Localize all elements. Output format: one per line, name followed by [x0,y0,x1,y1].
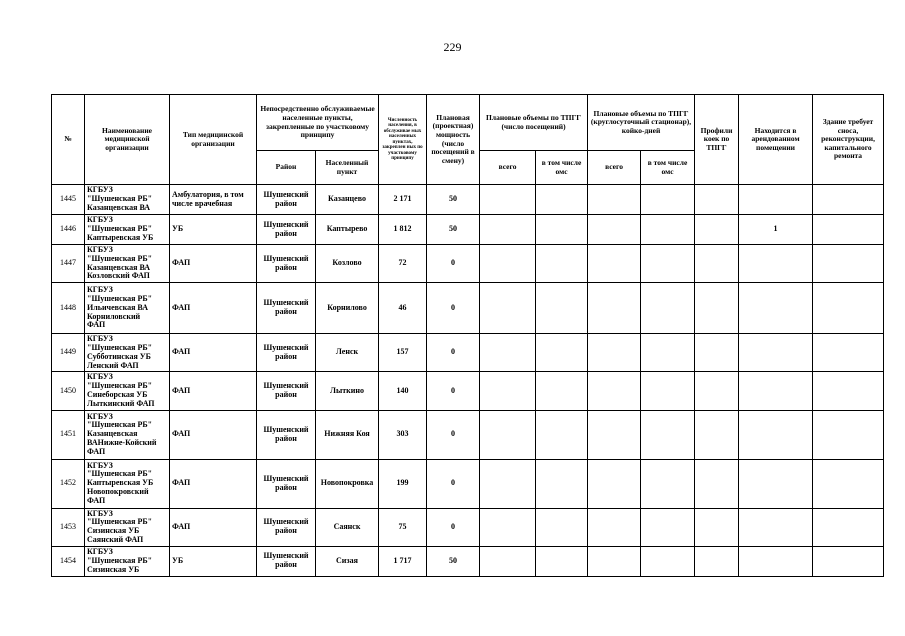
row-beds-oms [641,372,695,410]
row-settlement: Нижняя Коя [316,410,379,459]
row-beds-oms [641,245,695,283]
row-visits-total [480,245,536,283]
row-beds-oms [641,334,695,372]
row-visits-oms [536,546,588,576]
row-org-name: КГБУЗ "Шушенская РБ" Ильичевская ВА Корниловский ФАП [85,283,170,334]
header-beds-total: всего [588,151,641,185]
row-rented [739,459,813,508]
row-profile-beds [695,410,739,459]
row-beds-oms [641,410,695,459]
row-needs-repair [813,215,884,245]
row-district: Шушенский район [257,508,316,546]
row-beds-oms [641,185,695,215]
row-med-type: ФАП [170,283,257,334]
row-visits-total [480,372,536,410]
row-beds-oms [641,546,695,576]
table-row [52,546,884,576]
table-row [52,245,884,283]
row-capacity: 0 [427,372,480,410]
row-needs-repair [813,334,884,372]
header-capacity: Плановая (проектная) мощность (число посещений в смену) [427,95,480,185]
row-needs-repair [813,245,884,283]
row-district: Шушенский район [257,334,316,372]
row-population: 140 [379,372,427,410]
row-visits-oms [536,245,588,283]
row-needs-repair [813,459,884,508]
row-beds-total [588,245,641,283]
row-settlement: Корнилово [316,283,379,334]
row-population: 75 [379,508,427,546]
row-profile-beds [695,245,739,283]
row-settlement: Козлово [316,245,379,283]
row-num: 1454 [52,546,85,576]
row-visits-total [480,546,536,576]
header-district: Район [257,151,316,185]
page-number: 229 [443,40,462,54]
row-med-type: ФАП [170,245,257,283]
row-profile-beds [695,334,739,372]
row-org-name: КГБУЗ "Шушенская РБ" Синеборская УБ Лыткинский ФАП [85,372,170,410]
row-beds-total [588,459,641,508]
header-beds-oms: в том числе омс [641,151,695,185]
row-settlement: Саянск [316,508,379,546]
row-beds-total [588,185,641,215]
row-capacity: 0 [427,410,480,459]
row-org-name: КГБУЗ "Шушенская РБ" Каптыревская УБ [85,215,170,245]
row-settlement: Лыткино [316,372,379,410]
header-planned-beds: Плановые объемы по ТПГГ (круглосуточный стационар), койко-дней [588,95,695,151]
row-visits-oms [536,185,588,215]
row-visits-total [480,334,536,372]
row-beds-total [588,372,641,410]
row-rented [739,372,813,410]
row-num: 1447 [52,245,85,283]
row-rented [739,185,813,215]
row-visits-total [480,283,536,334]
row-profile-beds [695,546,739,576]
row-capacity: 50 [427,546,480,576]
row-capacity: 50 [427,215,480,245]
row-population: 303 [379,410,427,459]
row-needs-repair [813,508,884,546]
row-settlement: Ленск [316,334,379,372]
row-capacity: 0 [427,283,480,334]
row-population: 199 [379,459,427,508]
row-capacity: 0 [427,459,480,508]
row-org-name: КГБУЗ "Шушенская РБ" Сизинская УБ Саянский ФАП [85,508,170,546]
header-med-type: Тип медицинской организации [170,95,257,185]
row-med-type: УБ [170,546,257,576]
row-visits-oms [536,334,588,372]
row-settlement: Новопокровка [316,459,379,508]
row-visits-oms [536,508,588,546]
row-profile-beds [695,185,739,215]
row-population: 72 [379,245,427,283]
medical-organizations-table [51,94,884,577]
row-needs-repair [813,185,884,215]
row-beds-total [588,283,641,334]
header-settlement: Населенный пункт [316,151,379,185]
header-visits-oms: в том числе омс [536,151,588,185]
row-med-type: ФАП [170,372,257,410]
row-org-name: КГБУЗ "Шушенская РБ" Сизинская УБ [85,546,170,576]
row-org-name: КГБУЗ "Шушенская РБ" Казанцевская ВА [85,185,170,215]
row-rented [739,245,813,283]
row-med-type: ФАП [170,410,257,459]
table-row [52,459,884,508]
row-population: 157 [379,334,427,372]
row-num: 1445 [52,185,85,215]
row-district: Шушенский район [257,283,316,334]
row-visits-total [480,185,536,215]
row-needs-repair [813,372,884,410]
row-rented [739,546,813,576]
row-visits-oms [536,215,588,245]
row-population: 1 812 [379,215,427,245]
table-row [52,372,884,410]
row-profile-beds [695,283,739,334]
table-row [52,215,884,245]
row-visits-oms [536,459,588,508]
row-district: Шушенский район [257,372,316,410]
row-profile-beds [695,508,739,546]
row-district: Шушенский район [257,410,316,459]
header-num: № [52,95,85,185]
row-rented: 1 [739,215,813,245]
row-med-type: ФАП [170,508,257,546]
row-med-type: ФАП [170,334,257,372]
row-beds-oms [641,283,695,334]
row-num: 1452 [52,459,85,508]
header-settlements-group: Непосредственно обслуживаемые населенные пункты, закрепленные по участковому принципу [257,95,379,151]
row-district: Шушенский район [257,459,316,508]
row-visits-total [480,410,536,459]
row-rented [739,410,813,459]
row-org-name: КГБУЗ "Шушенская РБ" Казанцевская ВАНижне-Койский ФАП [85,410,170,459]
row-profile-beds [695,215,739,245]
row-capacity: 50 [427,185,480,215]
row-beds-oms [641,215,695,245]
row-num: 1451 [52,410,85,459]
header-profile-beds: Профили коек по ТПГГ [695,95,739,185]
row-num: 1449 [52,334,85,372]
row-visits-oms [536,410,588,459]
table-row [52,410,884,459]
row-needs-repair [813,546,884,576]
row-org-name: КГБУЗ "Шушенская РБ" Субботинская УБ Ленский ФАП [85,334,170,372]
row-org-name: КГБУЗ "Шушенская РБ" Каптыревская УБ Новопокровский ФАП [85,459,170,508]
row-beds-total [588,410,641,459]
header-org-name: Наименование медицинской организации [85,95,170,185]
row-beds-oms [641,508,695,546]
row-population: 1 717 [379,546,427,576]
row-rented [739,508,813,546]
header-visits-total: всего [480,151,536,185]
row-org-name: КГБУЗ "Шушенская РБ" Казанцевская ВА Козловский ФАП [85,245,170,283]
header-planned-visits: Плановые объемы по ТПГГ (число посещений) [480,95,588,151]
row-beds-oms [641,459,695,508]
row-needs-repair [813,283,884,334]
row-beds-total [588,215,641,245]
row-visits-oms [536,283,588,334]
row-district: Шушенский район [257,215,316,245]
row-rented [739,283,813,334]
table-row [52,508,884,546]
row-visits-total [480,459,536,508]
row-med-type: ФАП [170,459,257,508]
row-visits-total [480,508,536,546]
row-settlement: Сизая [316,546,379,576]
row-population: 46 [379,283,427,334]
row-needs-repair [813,410,884,459]
table-row [52,283,884,334]
row-med-type: Амбулатория, в том числе врачебная [170,185,257,215]
row-settlement: Каптырево [316,215,379,245]
row-visits-oms [536,372,588,410]
row-profile-beds [695,459,739,508]
row-capacity: 0 [427,508,480,546]
row-population: 2 171 [379,185,427,215]
row-num: 1446 [52,215,85,245]
row-district: Шушенский район [257,546,316,576]
row-profile-beds [695,372,739,410]
row-beds-total [588,546,641,576]
row-rented [739,334,813,372]
row-num: 1448 [52,283,85,334]
header-rented: Находится в арендованном помещении [739,95,813,185]
row-med-type: УБ [170,215,257,245]
row-settlement: Казанцево [316,185,379,215]
table-row [52,185,884,215]
row-beds-total [588,334,641,372]
row-capacity: 0 [427,334,480,372]
row-visits-total [480,215,536,245]
row-num: 1450 [52,372,85,410]
row-district: Шушенский район [257,185,316,215]
row-num: 1453 [52,508,85,546]
row-district: Шушенский район [257,245,316,283]
header-population: Численность населения, в обслуживае мых населенных пунктах, закреплен ных по участковому принципу [379,95,427,185]
row-beds-total [588,508,641,546]
table-row [52,334,884,372]
header-needs-repair: Здание требует сноса, реконструкции, капитального ремонта [813,95,884,185]
row-capacity: 0 [427,245,480,283]
